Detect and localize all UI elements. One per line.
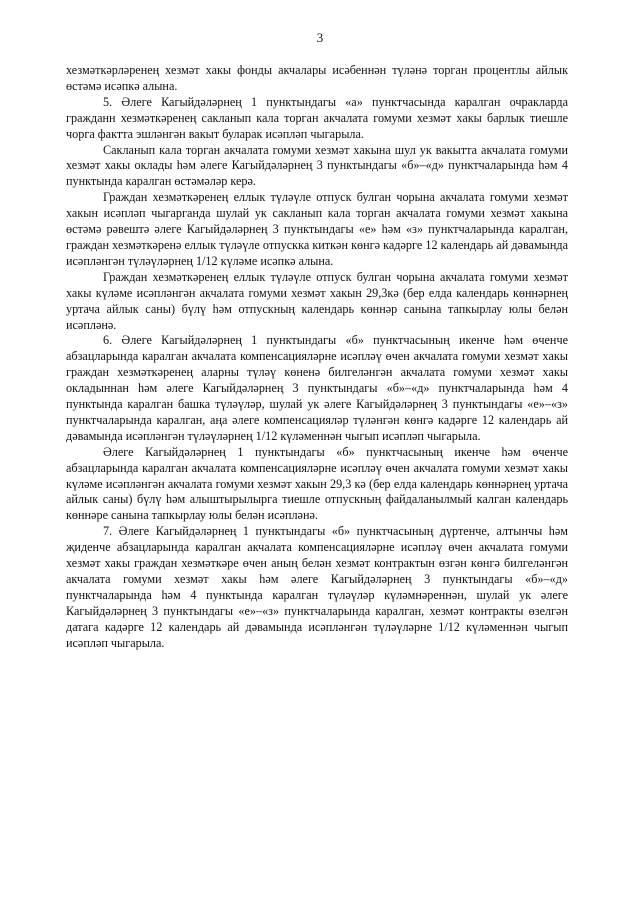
- paragraph-retained-pay: Сакланып кала торган акчалата гомуми хезмәт хакына шул ук вакытта акчалата гомуми хезмәт хакы оклады һәм әлеге Кагыйдәләрнең 3 пунктындагы «б»–«д» пунктчаларында һәм 4 пунктында каралган өстәмәләр керә.: [66, 142, 568, 189]
- paragraph-item-7: 7. Әлеге Кагыйдәләрнең 1 пунктындагы «б» пунктчасының дүртенче, алтынчы һәм җиденче абзацларында каралган акчалата компенсацияләрне исәпләү өчен акчалата гомуми хезмәт хакы граждан хезмәткәре өчен аның белән хезмәт контрактын өзгән көнгә билгеләнгән акчалата гомуми хезмәт хакы һәм әлеге Кагыйдәләрнең 3 пунктындагы «б»–«д» пунктчаларында һәм 4 пунктында каралган түләүләр күләмнәреннән, шулай ук әлеге Кагыйдәләрнең 3 пунктындагы «е»–«з» пунктчаларында каралган, хезмәт контракты өзелгән датага кадәрге 12 календарь ай дәвамында исәпләнгән түләүләрне 1/12 күләменнән чыгып исәпләп чыгарыла.: [66, 524, 568, 650]
- paragraph-item-5: 5. Әлеге Кагыйдәләрнең 1 пунктындагы «а» пунктчасында каралган очракларда гражданн хезмәткәренең сакланып кала торган акчалата гомуми хезмәт хакы барлык тиешле чорга фактта эшләнгән вакыт буларак исәпләп чыгарыла.: [66, 94, 568, 141]
- document-body: [66, 63, 568, 652]
- paragraph-annual-leave-calculation: Граждан хезмәткәренең еллык түләүле отпуск булган чорына акчалата гомуми хезмәт хакын исәпләп чыгарганда шулай ук сакланып кала торган акчалата гомуми хезмәт хакына өстәмә рәвештә әлеге Кагыйдәләрнең 3 пунктындагы «е» һәм «з» пунктчаларында каралган, граждан хезмәткәренә еллык түләүле отпускка киткән көнгә кадәрге 12 календарь ай дәвамында исәпләнгән түләүләрнең 1/12 күләме исәпкә алына.: [66, 190, 568, 268]
- paragraph-compensation-amount: Әлеге Кагыйдәләрнең 1 пунктындагы «б» пунктчасының икенче һәм өченче абзацларында каралган акчалата компенсацияләрне исәпләү өчен акчалата гомуми хезмәт хакы күләме исәпләнгән акчалата гомуми хезмәт хакын 29,3 кә (бер елда календарь көннәрнең уртача айлык саны) бүлү һәм алыштырылырга тиешле отпускның файдаланылмый калган календарь көннәре санына тапкырлау юлы белән исәпләнә.: [66, 444, 568, 523]
- paragraph-continuation: хезмәткәрләренең хезмәт хакы фонды акчалары исәбеннән түләнә торган процентлы айлык өстәмә исәпкә алына.: [66, 63, 568, 93]
- page-number: 3: [316, 30, 324, 45]
- paragraph-annual-leave-amount: Граждан хезмәткәренең еллык түләүле отпуск булган чорына акчалата гомуми хезмәт хакы күләме исәпләнгән акчалата гомуми хезмәт хакын 29,3кә (бер елда календарь көннәрнең уртача айлык саны) бүлү һәм отпускның календарь көннәр санына тапкырлау юлы белән исәпләнә.: [66, 269, 568, 332]
- paragraph-item-6: 6. Әлеге Кагыйдәләрнең 1 пунктындагы «б» пунктчасының икенче һәм өченче абзацларында каралган акчалата компенсацияләрне исәпләү өчен акчалата гомуми хезмәт хакы граждан хезмәткәренең аларны түләү көненә билгеләнгән акчалата гомуми хезмәт хакы окладыннан һәм әлеге Кагыйдәләрнең 3 пунктындагы «б»–«д» пунктчаларында һәм 4 пунктында каралган башка түләүләр, шулай ук әлеге Кагыйдәләрнең 3 пунктындагы «е»–«з» пунктчаларында каралган, аңа әлеге компенсацияләр түләнгән көнгә кадәрге 12 календарь ай дәвамында исәпләнгән түләүләрнең 1/12 күләменнән чыгып исәпләп чыгарыла.: [66, 333, 568, 443]
